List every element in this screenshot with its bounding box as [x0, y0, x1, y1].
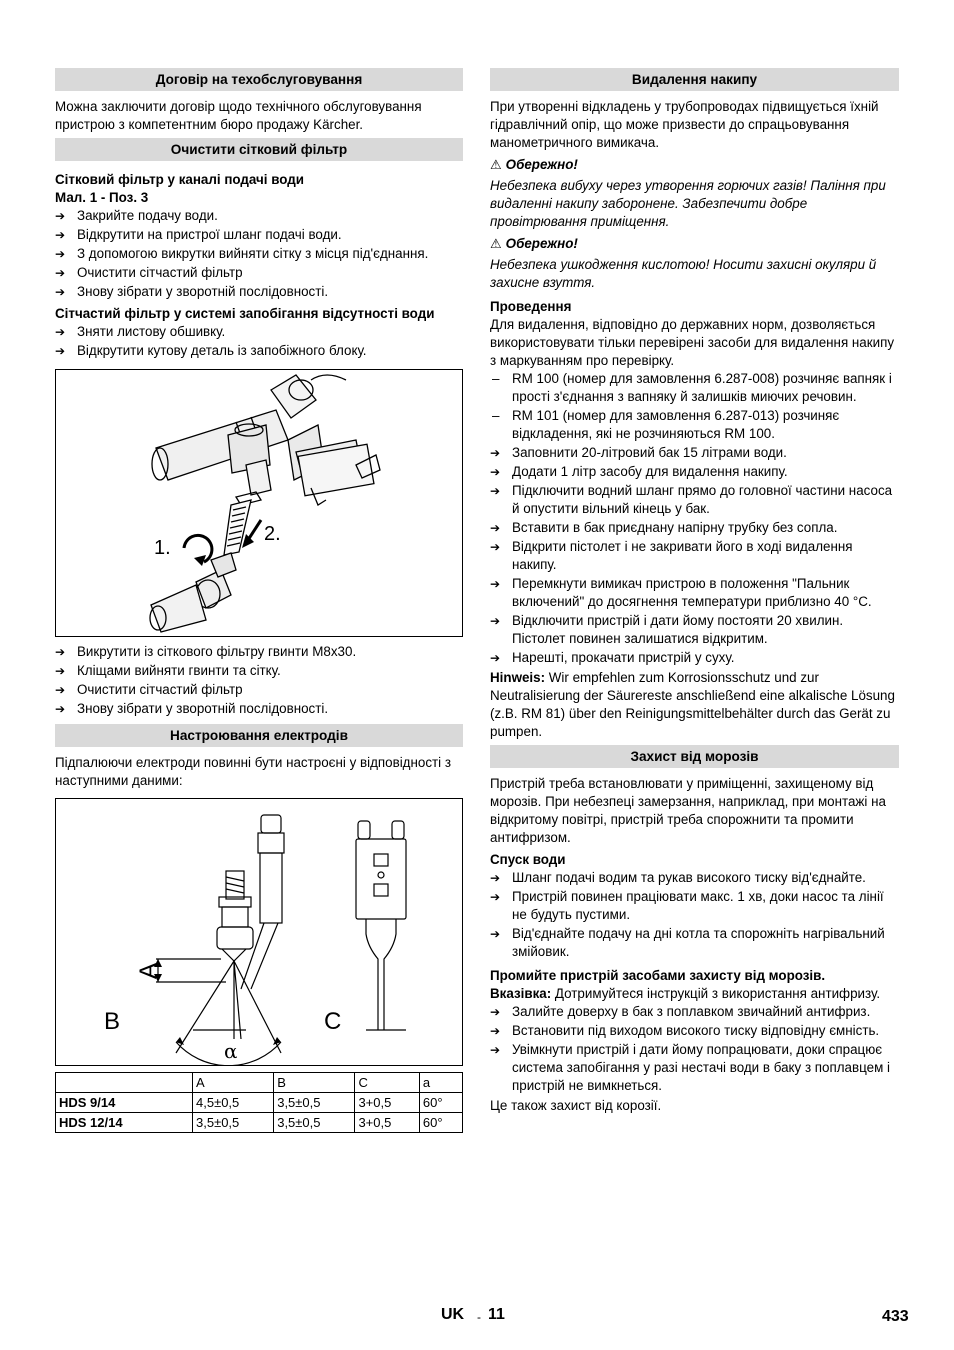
- section-heading-descaling: Видалення накипу: [490, 68, 899, 91]
- list-item: ➔ Кліщами вийняти гвинти та сітку.: [55, 662, 463, 680]
- list-item: ➔ Вставити в бак приєднану напірну трубку без сопла.: [490, 519, 899, 537]
- drain-heading: Спуск води: [490, 852, 566, 867]
- table-cell: 3,5±0,5: [193, 1113, 274, 1133]
- table-row: [56, 1113, 463, 1133]
- descaling-intro: При утворенні відкладень у трубопроводах підвищується їхній гідравлічний опір, що може призвести до спрацьовування манометричного вимикача.: [490, 99, 879, 150]
- list-item: ➔ Від'єднайте подачу на дні котла та спорожніть нагрівальний змійовик.: [490, 925, 899, 961]
- warning-title: Обережно!: [505, 236, 578, 251]
- footer-language: UK: [441, 1306, 465, 1323]
- inlet-filter-steps: [55, 207, 463, 301]
- warning-heading: [490, 235, 899, 254]
- list-item: ➔ Нарешті, прокачати пристрій у суху.: [490, 649, 899, 667]
- section-heading-electrodes: Настроювання електродів: [55, 724, 463, 747]
- section-heading-frost-protection: Захист від морозів: [490, 745, 899, 768]
- list-item: ➔ Зняти листову обшивку.: [55, 323, 463, 341]
- table-header-cell: C: [355, 1073, 419, 1093]
- list-item: ➔ Пристрій повинен праціювати макс. 1 хв, доки насос та лінії не будуть пустими.: [490, 888, 899, 924]
- list-item: ➔ Закрийте подачу води.: [55, 207, 463, 225]
- table-cell: 3+0,5: [355, 1093, 419, 1113]
- list-item: ➔ Знову зібрати у зворотній послідовності.: [55, 283, 463, 301]
- electrode-figure: [55, 798, 463, 1066]
- table-header-cell: A: [193, 1073, 274, 1093]
- table-cell: 60°: [419, 1093, 462, 1113]
- list-item: ➔ Очистити сітчастий фільтр: [55, 681, 463, 699]
- list-item: ➔ Увімкнути пристрій і дати йому попрацювати, доки спрацює система запобігання у разі нестачі води в баку з поплавцем і пристрій не вимкнеться.: [490, 1041, 899, 1095]
- filter-illustration: [56, 370, 462, 636]
- warning-heading: [490, 156, 899, 175]
- warning-title: Обережно!: [505, 157, 578, 172]
- table-header-cell: B: [274, 1073, 355, 1093]
- list-item: ➔ Очистити сітчастий фільтр: [55, 264, 463, 282]
- warning-text: Небезпека вибуху через утворення горючих газів! Паління при видаленні накипу заборонене. Забезпечити добре провітрювання приміщення.: [490, 178, 886, 229]
- table-header-row: [56, 1073, 463, 1093]
- footer-section-page: 11: [488, 1306, 505, 1323]
- filter-figure: [55, 369, 463, 637]
- hinweis-label: Hinweis:: [490, 670, 546, 685]
- warning-icon: ⚠: [490, 158, 502, 173]
- right-column: [490, 68, 899, 1119]
- list-item: ➔ Заповнити 20-літровий бак 15 літрами води.: [490, 444, 899, 462]
- procedure-text: Для видалення, відповідно до державних норм, дозволяється використовувати тільки перевірені засоби для видалення накипу з маркуванням про перевірку.: [490, 317, 895, 368]
- electrode-illustration: [56, 799, 462, 1065]
- list-item: ➔ Додати 1 літр засобу для видалення накипу.: [490, 463, 899, 481]
- table-header-cell: [56, 1073, 193, 1093]
- antifreeze-note: [490, 985, 899, 1003]
- figure-reference: Мал. 1 - Поз. 3: [55, 190, 149, 205]
- table-cell: 60°: [419, 1113, 462, 1133]
- table-cell: 3,5±0,5: [274, 1113, 355, 1133]
- list-item: ➔ Відкрити пістолет і не закривати його в ході видалення накипу.: [490, 538, 899, 574]
- table-row: [56, 1093, 463, 1113]
- drain-steps: [490, 869, 899, 961]
- list-item: ➔ Шланг подачі водим та рукав високого тиску від'єднайте.: [490, 869, 899, 887]
- descaler-list: [490, 370, 899, 443]
- list-item: ➔ Встановити під виходом високого тиску відповідну ємність.: [490, 1022, 899, 1040]
- list-item: ➔ Викрутити із сіткового фільтру гвинти М8х30.: [55, 643, 463, 661]
- subheading-inlet-filter: Сітковий фільтр у каналі подачі води: [55, 172, 305, 187]
- list-item: ➔ Знову зібрати у зворотній послідовності.: [55, 700, 463, 718]
- maintenance-contract-text: Можна заключити договір щодо технічного обслуговування пристрою з компетентним бюро продажу Kärcher.: [55, 99, 422, 132]
- hinweis-text: Wir empfehlen zum Korrosionsschutz und zur Neutralisierung der Säurereste anschließend eine alkalische Lösung (z.B. RM 81) über den Reinigungsmittelbehälter durch das Gerät zu pumpen.: [490, 670, 895, 739]
- step-2-label: 2.: [264, 523, 281, 545]
- electrodes-text: Підпалюючи електроди повинні бути настроєні у відповідності з наступними даними:: [55, 755, 452, 788]
- list-item: ➔ Підключити водний шланг прямо до головної частини насоса й опустити вільний кінець у бак.: [490, 482, 899, 518]
- table-cell: 4,5±0,5: [193, 1093, 274, 1113]
- angle-alpha-label: α: [224, 1039, 238, 1063]
- list-item: ➔ Залийте доверху в бак з поплавком звичайний антифриз.: [490, 1003, 899, 1021]
- table-header-cell: a: [419, 1073, 462, 1093]
- list-item: – RM 100 (номер для замовлення 6.287-008) розчиняє вапняк і прості з'єднання з вапняку й залишків миючих речовин.: [490, 370, 899, 406]
- dimension-c-label: C: [324, 1008, 342, 1035]
- table-cell-model: HDS 9/14: [56, 1093, 193, 1113]
- dimension-a-label: A: [135, 962, 162, 979]
- table-cell: 3+0,5: [355, 1113, 419, 1133]
- corrosion-note: Це також захист від корозії.: [490, 1098, 662, 1113]
- left-column: [55, 68, 463, 1133]
- water-shortage-filter-steps: [55, 323, 463, 360]
- descaling-steps: [490, 444, 899, 667]
- subheading-water-shortage-filter: Сітчастий фільтр у системі запобігання відсутності води: [55, 306, 435, 321]
- list-item: ➔ Перемкнути вимикач пристрою в положення "Пальник включений" до досягнення температури приблизно 40 °C.: [490, 575, 899, 611]
- section-heading-clean-filter: Очистити сітковий фільтр: [55, 138, 463, 161]
- filter-screw-steps: [55, 643, 463, 718]
- list-item: – RM 101 (номер для замовлення 6.287-013) розчиняє відкладення, які не розчиняються RM 100.: [490, 407, 899, 443]
- note-text: Дотримуйтеся інструкцій з використання антифризу.: [551, 986, 881, 1001]
- hinweis-note: [490, 669, 899, 741]
- warning-icon: ⚠: [490, 237, 502, 252]
- list-item: ➔ Відключити пристрій і дати йому постояти 20 хвилин. Пістолет повинен залишатися відкритим.: [490, 612, 899, 648]
- dimension-b-label: B: [104, 1008, 121, 1035]
- rinse-heading: Промийте пристрій засобами захисту від морозів.: [490, 968, 826, 983]
- warning-text: Небезпека ушкодження кислотою! Носити захисні окуляри й захисне взуття.: [490, 257, 877, 290]
- procedure-heading: Проведення: [490, 299, 572, 314]
- list-item: ➔ Відкрутити на пристрої шланг подачі води.: [55, 226, 463, 244]
- footer-page-number: 433: [882, 1308, 909, 1325]
- list-item: ➔ З допомогою викрутки вийняти сітку з місця під'єднання.: [55, 245, 463, 263]
- step-1-label: 1.: [154, 537, 171, 559]
- list-item: ➔ Відкрутити кутову деталь із запобіжного блоку.: [55, 342, 463, 360]
- section-heading-maintenance-contract: Договір на техобслуговування: [55, 68, 463, 91]
- table-cell-model: HDS 12/14: [56, 1113, 193, 1133]
- frost-protection-text: Пристрій треба встановлювати у приміщенні, захищеному від морозів. При небезпеці замерзання, наприклад, при монтажі на відкритому повітрі, пристрій треба спорожнити та промити антифризом.: [490, 776, 886, 845]
- rinse-steps: [490, 1003, 899, 1095]
- note-label: Вказівка:: [490, 986, 552, 1001]
- electrode-spec-table: [55, 1072, 463, 1133]
- table-cell: 3,5±0,5: [274, 1093, 355, 1113]
- footer-dash: -: [477, 1310, 481, 1324]
